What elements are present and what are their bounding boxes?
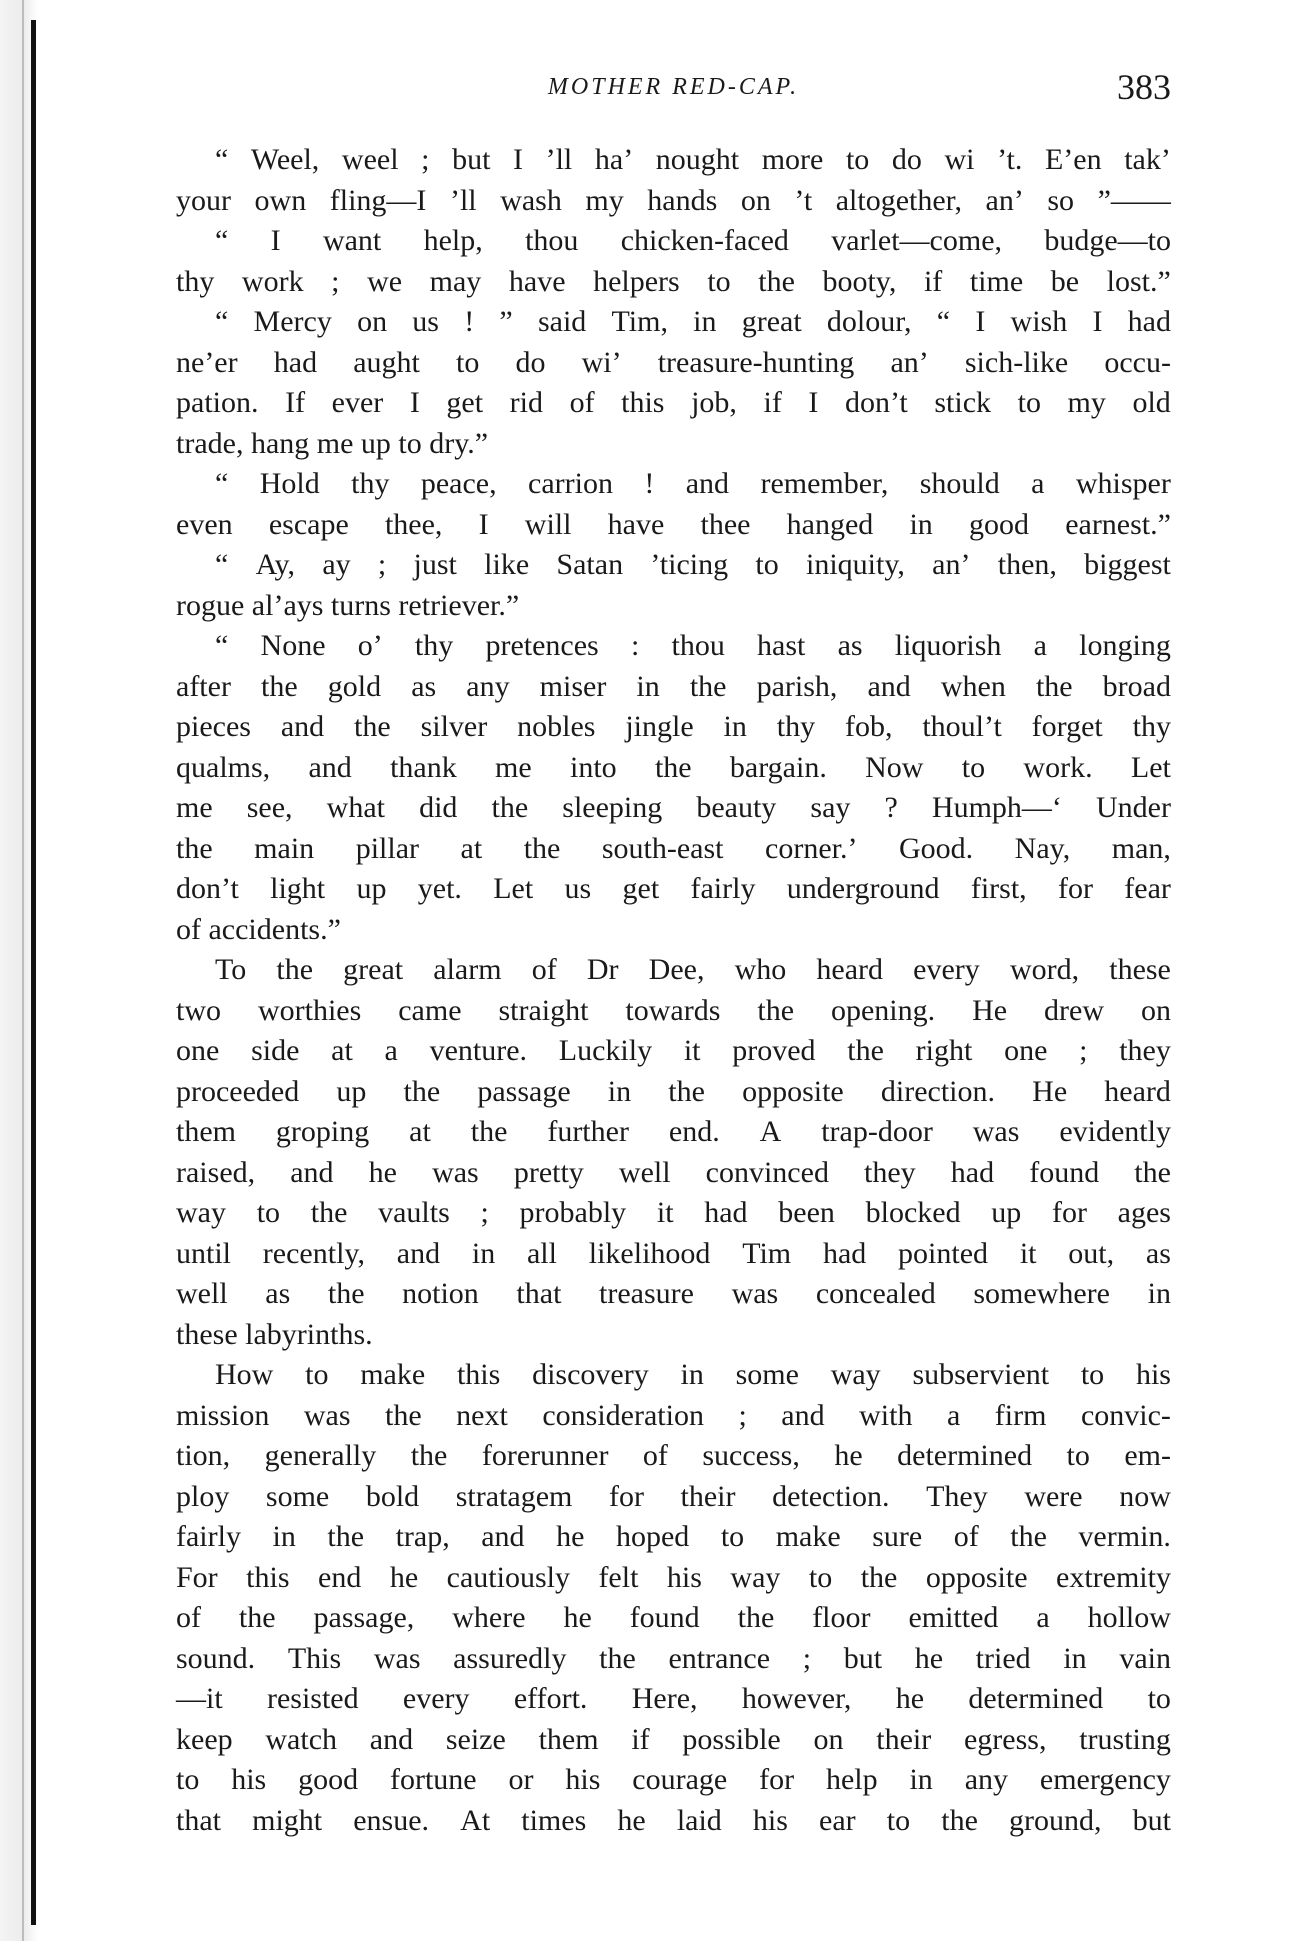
text-line: mission was the next consideration ; and with a firm convic-	[176, 1398, 1171, 1432]
text-line: pieces and the silver nobles jingle in thy fob, thoul’t forget thy	[176, 710, 1171, 743]
text-line: sound. This was assuredly the entrance ; but he tried in vain	[176, 1641, 1171, 1675]
page-number: 383	[1117, 67, 1171, 107]
text-line: until recently, and in all likelihood Tim had pointed it out, as	[176, 1236, 1171, 1270]
text-line: For this end he cautiously felt his way to the opposite extremity	[176, 1560, 1171, 1594]
text-line: “ None o’ thy pretences : thou hast as liquorish a longing	[215, 629, 1171, 662]
text-line: ploy some bold stratagem for their detection. They were now	[176, 1479, 1171, 1513]
running-head: MOTHER RED-CAP.	[547, 74, 800, 100]
text-line: your own fling—I ’ll wash my hands on ’t altogether, an’ so ”——	[176, 183, 1171, 217]
text-line: “ Hold thy peace, carrion ! and remember, should a whisper	[215, 467, 1171, 500]
text-line: tion, generally the forerunner of success, he determined to em-	[176, 1439, 1171, 1472]
text-line: To the great alarm of Dr Dee, who heard every word, these	[215, 953, 1171, 986]
text-line: me see, what did the sleeping beauty say ? Humph—‘ Under	[176, 791, 1171, 824]
text-line: “ Weel, weel ; but I ’ll ha’ nought more to do wi ’t. E’en tak’	[215, 143, 1171, 176]
text-line: these labyrinths.	[176, 1317, 373, 1351]
gutter-edge	[22, 0, 24, 1941]
text-line: two worthies came straight towards the opening. He drew on	[176, 993, 1171, 1027]
text-line: the main pillar at the south-east corner.’ Good. Nay, man,	[176, 831, 1171, 865]
text-line: raised, and he was pretty well convinced they had found the	[176, 1155, 1171, 1189]
body-text	[176, 140, 1171, 1841]
text-line: of the passage, where he found the floor emitted a hollow	[176, 1601, 1171, 1634]
text-line: even escape thee, I will have thee hanged in good earnest.”	[176, 507, 1171, 541]
text-line: trade, hang me up to dry.”	[176, 426, 489, 460]
text-line: “ Ay, ay ; just like Satan ’ticing to iniquity, an’ then, biggest	[215, 548, 1171, 581]
text-line: fairly in the trap, and he hoped to make sure of the vermin.	[176, 1520, 1171, 1553]
text-line: one side at a venture. Luckily it proved the right one ; they	[176, 1034, 1171, 1067]
page-header	[176, 62, 1171, 110]
text-line: —it resisted every effort. Here, however, he determined to	[176, 1682, 1171, 1715]
text-line: them groping at the further end. A trap-door was evidently	[176, 1115, 1171, 1148]
text-line: well as the notion that treasure was concealed somewhere in	[176, 1277, 1171, 1310]
text-line: keep watch and seize them if possible on their egress, trusting	[176, 1722, 1171, 1756]
text-line: proceeded up the passage in the opposite direction. He heard	[176, 1074, 1171, 1108]
binding-line	[31, 20, 36, 1925]
text-line: pation. If ever I get rid of this job, if I don’t stick to my old	[176, 386, 1171, 419]
text-line: don’t light up yet. Let us get fairly underground first, for fear	[176, 872, 1171, 905]
text-line: after the gold as any miser in the parish, and when the broad	[176, 669, 1171, 703]
text-line: ne’er had aught to do wi’ treasure-hunting an’ sich-like occu-	[176, 345, 1171, 379]
text-line: rogue al’ays turns retriever.”	[176, 588, 520, 622]
text-line: way to the vaults ; probably it had been blocked up for ages	[176, 1196, 1171, 1229]
text-line: “ I want help, thou chicken-faced varlet—come, budge—to	[215, 224, 1171, 257]
text-line: thy work ; we may have helpers to the booty, if time be lost.”	[176, 264, 1171, 298]
text-line: How to make this discovery in some way subservient to his	[215, 1358, 1171, 1391]
text-line: that might ensue. At times he laid his ear to the ground, but	[176, 1803, 1171, 1837]
text-line: of accidents.”	[176, 912, 341, 946]
text-line: “ Mercy on us ! ” said Tim, in great dolour, “ I wish I had	[215, 305, 1171, 338]
text-line: qualms, and thank me into the bargain. Now to work. Let	[176, 750, 1171, 784]
text-line: to his good fortune or his courage for help in any emergency	[176, 1763, 1171, 1796]
